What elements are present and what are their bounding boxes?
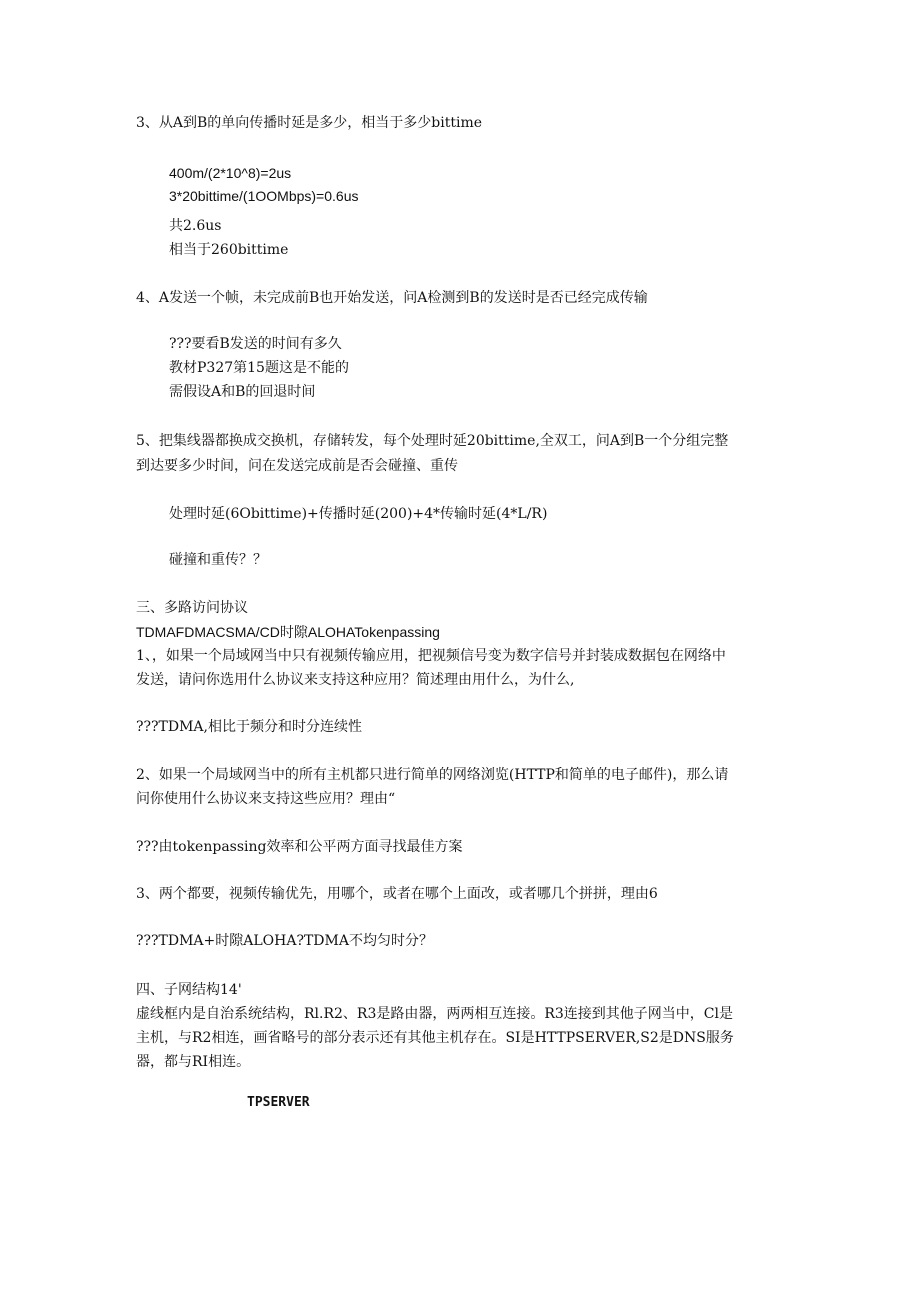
- q4-answer-line-1: ???要看B发送的时间有多久: [169, 336, 342, 352]
- section3-q1-line-2: 发送，请问你选用什么协议来支持这种应用？简述理由用什么，为什么,: [136, 672, 575, 688]
- section3-a1: ???TDMA,相比于频分和时分连续性: [136, 719, 362, 735]
- q5-answer-line-1: 处理时延(6Obittime)+传播时延(200)+4*传输时延(4*L/R): [169, 506, 548, 522]
- q5-question-line-2: 到达要多少时间，问在发送完成前是否会碰撞、重传: [136, 458, 458, 474]
- section4-body-line-1: 虚线框内是自治系统结构，Rl.R2、R3是路由器，两两相互连接。R3连接到其他子网当中，Cl是: [136, 1006, 734, 1022]
- section4-body-line-3: 器，都与RI相连。: [136, 1054, 251, 1070]
- q4-answer-line-2: 教材P327第15题这是不能的: [169, 360, 349, 376]
- q3-answer-line-3: 共2.6us: [169, 218, 222, 234]
- q3-answer-line-4: 相当于260bittime: [169, 242, 289, 258]
- section3-q2-line-1: 2、如果一个局域网当中的所有主机都只进行简单的网络浏览(HTTP和简单的电子邮件)，那么请: [136, 767, 729, 783]
- figure-label-tpserver: TPSERVER: [247, 1095, 310, 1110]
- section3-q2-line-2: 问你使用什么协议来支持这些应用？理由“: [136, 791, 396, 807]
- section4-heading: 四、子网结构14': [136, 982, 242, 998]
- q3-answer-line-1: 400m/(2*10^8)=2us: [169, 165, 292, 181]
- q3-answer-line-2: 3*20bittime/(1OOMbps)=0.6us: [169, 188, 359, 204]
- section4-body-line-2: 主机，与R2相连，画省略号的部分表示还有其他主机存在。SI是HTTPSERVER,S2是DNS服务: [136, 1030, 734, 1046]
- q5-answer-line-2: 碰撞和重传？？: [169, 552, 267, 568]
- section3-protocols: TDMAFDMACSMA/CD时隙ALOHATokenpassing: [136, 624, 440, 640]
- section3-a3: ???TDMA+时隙ALOHA?TDMA不均匀时分？: [136, 933, 433, 949]
- section3-q3: 3、两个都要，视频传输优先，用哪个，或者在哪个上面改，或者哪几个拼拼，理由6: [136, 886, 658, 902]
- q4-answer-line-3: 需假设A和B的回退时间: [169, 384, 316, 400]
- q4-question: 4、A发送一个帧，未完成前B也开始发送，问A检测到B的发送时是否已经完成传输: [136, 290, 648, 306]
- section3-q1-line-1: 1、，如果一个局域网当中只有视频传输应用，把视频信号变为数字信号并封装成数据包在网络中: [136, 648, 726, 664]
- q3-question: 3、从A到B的单向传播时延是多少，相当于多少bittime: [136, 115, 483, 131]
- section3-heading: 三、多路访问协议: [136, 600, 248, 616]
- q5-question-line-1: 5、把集线器都换成交换机，存储转发，每个处理时延20bittime,全双工，问A到B一个分组完整: [136, 433, 729, 449]
- section3-a2: ???由tokenpassing效率和公平两方面寻找最佳方案: [136, 839, 463, 855]
